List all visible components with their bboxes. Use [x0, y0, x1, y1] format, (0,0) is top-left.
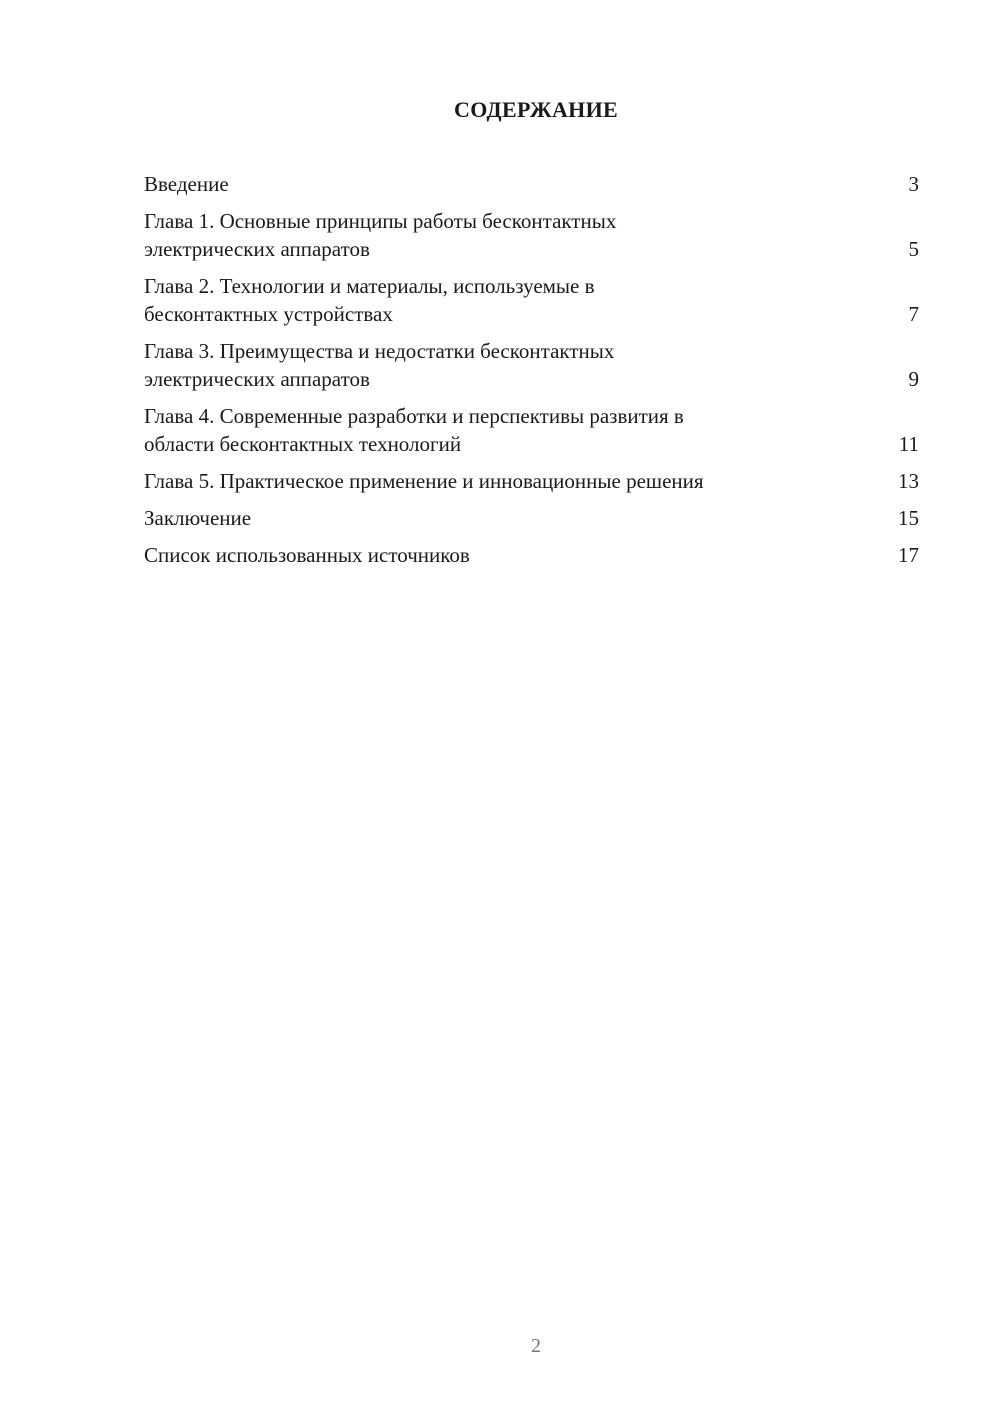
toc-entry-text: [144, 402, 684, 458]
toc-entry: [144, 402, 919, 458]
toc-entry: [144, 467, 919, 495]
toc-entry-line: Глава 2. Технологии и материалы, используемые в: [144, 274, 595, 298]
toc-entry: [144, 337, 919, 393]
toc-entry-line: области бесконтактных технологий: [144, 432, 462, 456]
toc-entry-text: [144, 170, 229, 198]
toc-entry-text: [144, 504, 251, 532]
table-of-contents: [144, 170, 919, 578]
toc-entry-line: Глава 4. Современные разработки и перспективы развития в: [144, 404, 684, 428]
toc-entry-line: Глава 5. Практическое применение и инновационные решения: [144, 469, 704, 493]
toc-entry-text: [144, 272, 595, 328]
toc-entry-line: электрических аппаратов: [144, 237, 370, 261]
toc-entry-text: [144, 467, 704, 495]
toc-entry-text: [144, 337, 614, 393]
toc-entry-page: 13: [898, 469, 919, 493]
toc-entry-line: Глава 1. Основные принципы работы бесконтактных: [144, 209, 617, 233]
toc-entry-line: Введение: [144, 172, 229, 196]
toc-entry-page: 7: [908, 302, 919, 326]
toc-entry-page: 3: [908, 172, 919, 196]
toc-entry-line: электрических аппаратов: [144, 367, 370, 391]
toc-entry-page: 9: [908, 367, 919, 391]
page-title: СОДЕРЖАНИЕ: [454, 97, 618, 122]
toc-entry-line: Список использованных источников: [144, 543, 470, 567]
toc-entry: [144, 207, 919, 263]
toc-entry: [144, 272, 919, 328]
toc-entry-line: Заключение: [144, 506, 252, 530]
toc-entry-line: Глава 3. Преимущества и недостатки бесконтактных: [144, 339, 615, 363]
toc-entry-line: бесконтактных устройствах: [144, 302, 393, 326]
toc-entry-text: [144, 207, 616, 263]
toc-entry: [144, 541, 919, 569]
page-number: 2: [531, 1335, 541, 1357]
toc-entry-page: 11: [898, 432, 919, 456]
toc-entry: [144, 504, 919, 532]
toc-entry-page: 17: [898, 543, 919, 567]
toc-entry-page: 5: [908, 237, 919, 261]
toc-entry: [144, 170, 919, 198]
toc-entry-text: [144, 541, 470, 569]
toc-entry-page: 15: [898, 506, 919, 530]
